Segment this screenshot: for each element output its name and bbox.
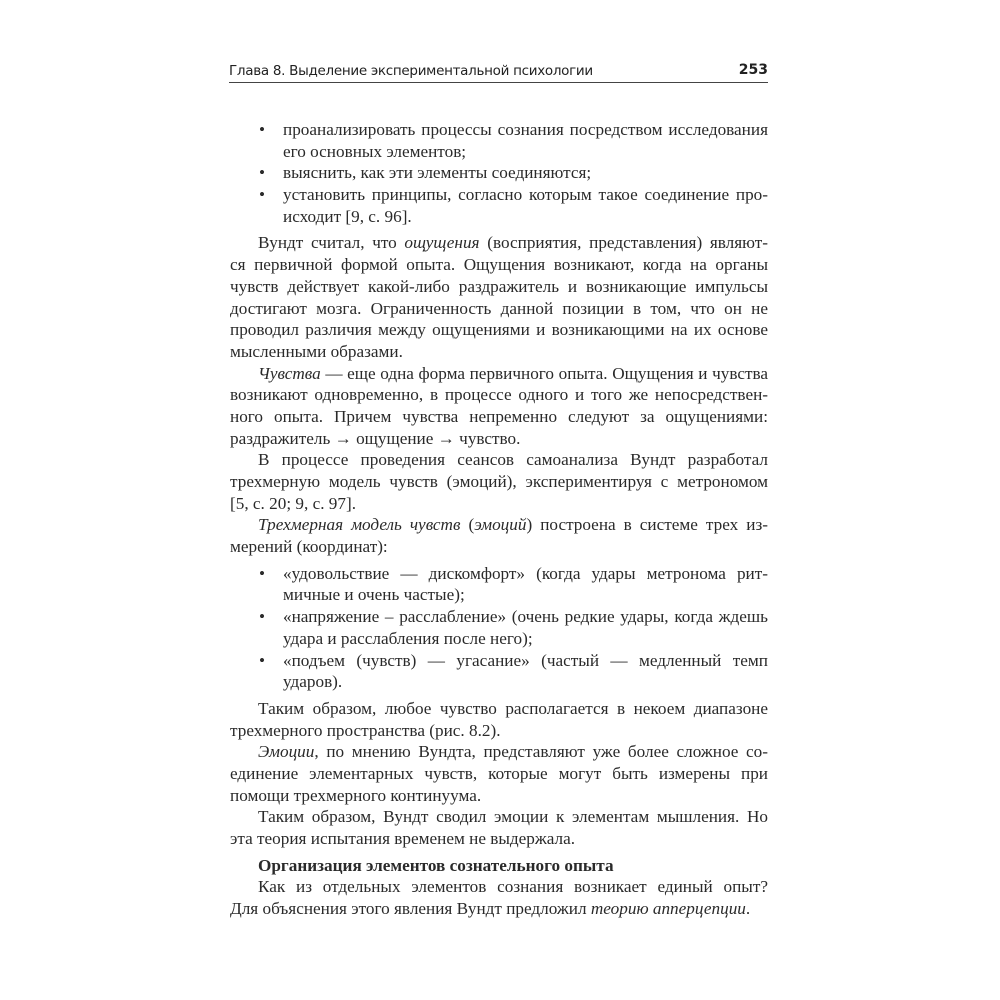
text-segment: выяснить, как эти элементы соединяются;: [283, 163, 592, 183]
text-line: [230, 806, 768, 828]
text-segment: раздражитель → ощущение → чувство.: [230, 428, 521, 448]
text-segment: удара и расслабления после него);: [283, 628, 533, 648]
paragraph: [230, 449, 768, 514]
text-segment: [5, с. 20; 9, с. 97].: [230, 493, 357, 513]
italic-term: теорию апперцепции: [590, 899, 746, 919]
text-line: [283, 119, 768, 141]
paragraph: [230, 698, 768, 741]
text-segment: мичные и очень частые);: [283, 585, 465, 605]
text-segment: исходит [9, с. 96].: [283, 206, 412, 226]
text-segment: установить принципы, согласно которым такое соединение про-: [283, 185, 768, 205]
text-segment: , по мнению Вундта, представляют уже более сложное со-: [314, 742, 768, 762]
text-line: [283, 628, 768, 650]
text-segment: «напряжение – расслабление» (очень редкие удары, когда ждешь: [283, 607, 768, 627]
page-body: [230, 119, 768, 920]
text-line: [230, 898, 768, 920]
text-line: [283, 184, 768, 206]
italic-term: Трехмерная модель чувств: [258, 515, 461, 535]
text-segment: трехмерного пространства (рис. 8.2).: [230, 720, 501, 740]
bullet-item: [230, 119, 768, 162]
paragraph: [230, 806, 768, 849]
paragraph: [230, 363, 768, 450]
text-line: [283, 606, 768, 628]
text-line: [283, 584, 768, 606]
text-line: [230, 536, 768, 558]
text-segment: мерений (координат):: [230, 537, 388, 557]
text-segment: (: [460, 515, 475, 535]
bullet-icon: •: [259, 563, 266, 583]
text-segment: «подъем (чувств) — угасание» (частый — медленный темп: [283, 650, 768, 670]
paragraph: [230, 232, 768, 362]
text-line: [230, 876, 768, 898]
text-segment: возникают одновременно, в процессе одного и того же непосредствен-: [230, 385, 768, 405]
page-number: 253: [738, 62, 768, 78]
text-segment: эта теория испытания временем не выдержала.: [230, 829, 576, 848]
chapter-title: Глава 8. Выделение экспериментальной психологии: [229, 63, 593, 79]
text-segment: ударов).: [283, 672, 343, 692]
text-line: [283, 141, 768, 163]
bullet-icon: •: [259, 650, 266, 670]
section-heading: [230, 855, 768, 877]
text-segment: проанализировать процессы сознания посредством исследования: [283, 120, 768, 139]
text-segment: (восприятия, представления) являют-: [479, 233, 768, 253]
text-segment: «удовольствие — дискомфорт» (когда удары метронома рит-: [283, 563, 768, 583]
text-line: [230, 232, 768, 254]
text-segment: Таким образом, любое чувство располагается в некоем диапазоне: [258, 698, 768, 718]
text-segment: ся первичной формой опыта. Ощущения возникают, когда на органы: [230, 255, 768, 275]
text-segment: достигают мозга. Ограниченность данной позиции в том, что он не: [230, 298, 768, 318]
text-line: [230, 763, 768, 785]
bullet-item: [230, 184, 768, 227]
text-segment: Как из отдельных элементов сознания возникает единый опыт?: [258, 877, 768, 897]
text-segment: Таким образом, Вундт сводил эмоции к элементам мышления. Но: [258, 807, 768, 827]
text-line: [230, 449, 768, 471]
text-segment: чувств действует какой-либо раздражитель и возникающие импульсы: [230, 276, 768, 296]
text-segment: трехмерную модель чувств (эмоций), экспериментируя с метрономом: [230, 472, 768, 491]
text-line: [230, 319, 768, 341]
text-line: [283, 563, 768, 585]
bullet-icon: •: [259, 163, 266, 183]
text-segment: его основных элементов;: [283, 141, 467, 161]
paragraph: [230, 514, 768, 557]
text-segment: Для объяснения этого явления Вундт предложил: [230, 899, 591, 919]
bullet-item: [230, 162, 768, 184]
text-line: [230, 514, 768, 536]
italic-term: Эмоции: [258, 742, 315, 762]
text-segment: мысленными образами.: [230, 341, 403, 361]
text-line: [230, 471, 768, 493]
text-line: [230, 698, 768, 720]
text-line: [230, 298, 768, 320]
bullet-item: [230, 606, 768, 649]
text-line: [230, 828, 768, 850]
text-line: [283, 206, 768, 228]
text-line: [230, 363, 768, 385]
text-segment: .: [745, 899, 751, 919]
paragraph: [230, 741, 768, 806]
text-segment: единение элементарных чувств, которые могут быть измерены при: [230, 763, 768, 783]
italic-term: ощущения: [404, 233, 480, 253]
text-line: [230, 741, 768, 763]
paragraph: [230, 876, 768, 919]
running-header: [229, 62, 768, 83]
bullet-item: [230, 563, 768, 606]
bullet-icon: •: [259, 185, 266, 205]
text-line: [230, 720, 768, 742]
text-line: [230, 341, 768, 363]
text-segment: ного опыта. Причем чувства непременно следуют за ощущениями:: [230, 406, 768, 426]
text-segment: ) построена в системе трех из-: [526, 515, 768, 535]
text-segment: Вундт считал, что: [258, 233, 405, 253]
text-line: [230, 428, 768, 450]
text-segment: проводил различия между ощущениями и возникающими на их основе: [230, 320, 768, 340]
text-segment: Организация элементов сознательного опыта: [258, 855, 614, 875]
text-line: [230, 493, 768, 515]
bullet-icon: •: [259, 120, 266, 139]
bullet-icon: •: [259, 607, 266, 627]
text-line: [230, 855, 768, 877]
text-segment: В процессе проведения сеансов самоанализа Вундт разработал: [258, 450, 768, 470]
text-line: [230, 276, 768, 298]
italic-term: эмоций: [474, 515, 527, 535]
italic-term: Чувства: [258, 363, 321, 383]
text-line: [230, 406, 768, 428]
text-line: [283, 650, 768, 672]
text-segment: помощи трехмерного континуума.: [230, 785, 482, 805]
text-line: [230, 785, 768, 807]
text-line: [230, 254, 768, 276]
bullet-item: [230, 650, 768, 693]
text-line: [283, 671, 768, 693]
text-line: [230, 384, 768, 406]
text-segment: — еще одна форма первичного опыта. Ощущения и чувства: [320, 363, 768, 383]
text-line: [283, 162, 768, 184]
